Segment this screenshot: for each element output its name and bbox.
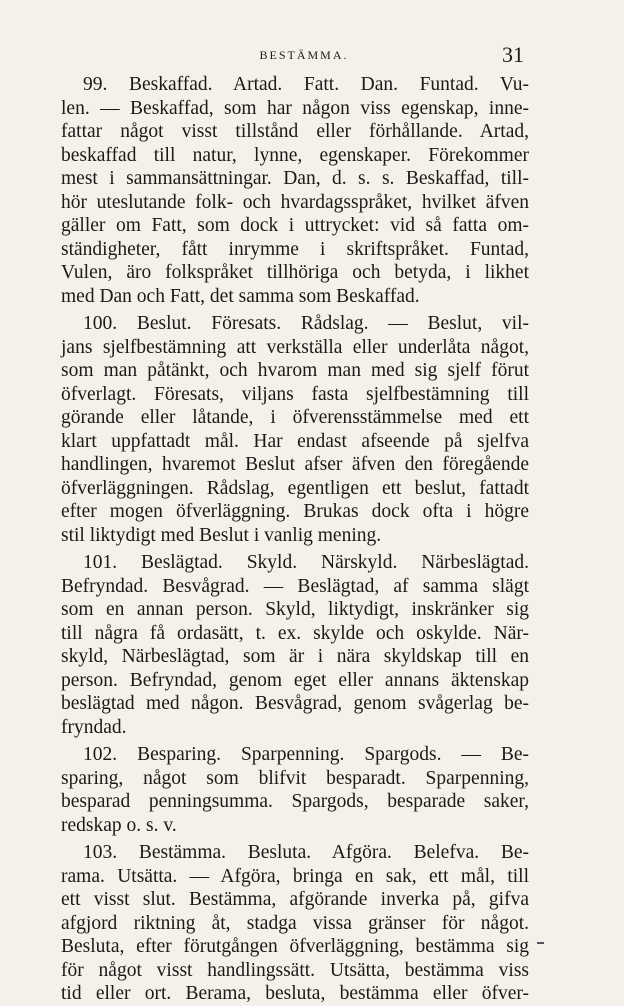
text-line: Vulen, äro folkspråket tillhöriga och betyda, i likhet	[61, 262, 529, 283]
text-line: 101. Beslägtad. Skyld. Närskyld. Närbeslägtad.	[83, 552, 529, 573]
text-line: 103. Bestämma. Besluta. Afgöra. Belefva. Be-	[83, 842, 529, 863]
text-line: som en annan person. Skyld, liktydigt, inskränker sig	[61, 599, 529, 620]
text-line: stil liktydigt med Beslut i vanlig mening.	[61, 524, 382, 546]
text-line: öfverläggningen. Rådslag, egentligen ett beslut, fattadt	[61, 477, 529, 499]
text-line: handlingen, hvaremot Beslut afser äfven den föregående	[61, 454, 529, 475]
running-head: BESTÄMMA.	[259, 48, 349, 62]
text-line: ett visst slut. Bestämma, afgörande inverka på, gifva	[61, 889, 529, 910]
text-line: fattar något visst tillstånd eller förhållande. Artad,	[61, 121, 529, 142]
printer-mark	[537, 942, 544, 944]
text-line: för något visst handlingssätt. Utsätta, bestämma viss	[61, 959, 529, 981]
text-line: hör uteslutande folk- och hvardagsspråket, hvilket äfven	[61, 191, 529, 213]
text-line: gäller om Fatt, som dock i uttrycket: vid så fatta om-	[61, 215, 529, 236]
page-number: 31	[502, 42, 524, 67]
text-line: tid eller ort. Berama, besluta, bestämma eller öfver-	[61, 983, 529, 1004]
text-line: öfverlagt. Föresats, viljans fasta sjelfbestämning till	[61, 383, 529, 405]
text-line: klart uppfattadt mål. Har endast afseende på sjelfva	[61, 430, 529, 452]
text-line: med Dan och Fatt, det samma som Beskaffad.	[61, 285, 420, 307]
text-line: len. — Beskaffad, som har någon viss egenskap, inne-	[61, 97, 529, 119]
text-line: mest i sammansättningar. Dan, d. s. s. Beskaffad, till-	[61, 168, 529, 189]
text-line: görande eller låtande, i öfverensstämmelse med ett	[61, 407, 529, 428]
text-line: Befryndad. Besvågrad. — Beslägtad, af samma slägt	[61, 575, 529, 597]
text-line: som man påtänkt, och hvarom man med sig sjelf förut	[61, 360, 529, 381]
text-line: sparing, något som blifvit besparadt. Sparpenning,	[61, 767, 529, 789]
text-line: till några få ordasätt, t. ex. skylde och oskylde. När-	[61, 622, 529, 644]
text-line: beslägtad med någon. Besvågrad, genom svågerlag be-	[61, 693, 529, 714]
text-line: beskaffad till natur, lynne, egenskaper. Förekommer	[61, 144, 529, 166]
text-line: rama. Utsätta. — Afgöra, bringa en sak, ett mål, till	[61, 865, 529, 887]
text-line: redskap o. s. v.	[61, 814, 177, 836]
text-line: 100. Beslut. Föresats. Rådslag. — Beslut, vil-	[83, 313, 529, 334]
text-line: fryndad.	[61, 716, 127, 738]
text-line: jans sjelfbestämning att verkställa eller underlåta något,	[61, 336, 529, 358]
text-line: besparad penningsumma. Spargods, besparade saker,	[61, 791, 529, 812]
text-line: 99. Beskaffad. Artad. Fatt. Dan. Funtad. Vu-	[83, 74, 529, 95]
body-text	[61, 73, 529, 1006]
text-line: person. Befryndad, genom eget eller annans äktenskap	[61, 669, 529, 691]
text-line: ständigheter, fått inrymme i skriftspråket. Funtad,	[61, 238, 529, 260]
text-line: Besluta, efter förutgången öfverläggning, bestämma sig	[61, 936, 529, 957]
text-line: skyld, Närbeslägtad, som är i nära skyldskap till en	[61, 646, 529, 667]
text-line: efter mogen öfverläggning. Brukas dock ofta i högre	[61, 501, 529, 522]
page-header	[84, 44, 524, 68]
text-line: 102. Besparing. Sparpenning. Spargods. — Be-	[83, 744, 529, 765]
text-line: afgjord riktning åt, stadga vissa gränser för något.	[61, 912, 529, 934]
